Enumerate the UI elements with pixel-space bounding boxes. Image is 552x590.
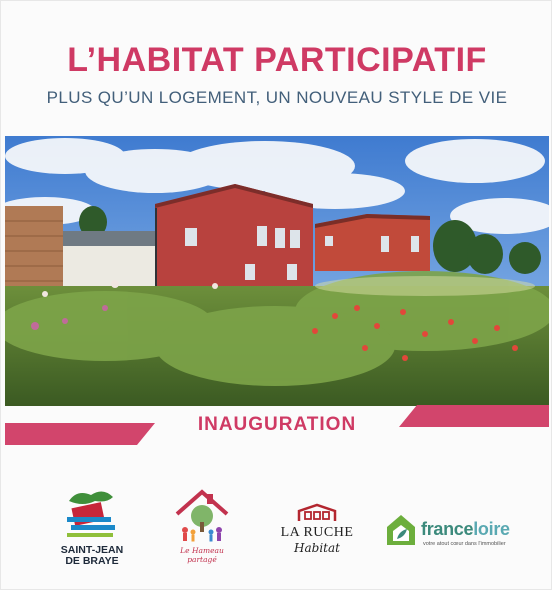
- house-icon: [271, 503, 363, 525]
- la-ruche-line-1: LA RUCHE: [280, 525, 354, 540]
- hameau-line-1: Le Hameau: [180, 546, 224, 555]
- le-hameau-partage-name: [169, 546, 235, 564]
- franceloire-name-a: france: [421, 519, 474, 539]
- saint-jean-line-2: DE BRAYE: [65, 555, 119, 567]
- la-ruche-line-2: Habitat: [294, 541, 340, 555]
- house-tree-icon: [169, 486, 235, 546]
- saint-jean-de-braye-name: [47, 545, 137, 567]
- la-ruche-habitat-logo: [271, 503, 363, 563]
- housing-photo: [5, 136, 549, 406]
- franceloire-name: [421, 519, 510, 540]
- poster-subtitle: PLUS QU’UN LOGEMENT, UN NOUVEAU STYLE DE VIE: [46, 88, 508, 107]
- saint-jean-de-braye-emblem: [47, 487, 137, 545]
- franceloire-tagline: votre atout cœur dans l'immobilier: [423, 541, 506, 547]
- poster-title: L’HABITAT PARTICIPATIF: [67, 41, 487, 79]
- saint-jean-de-braye-logo: [47, 487, 137, 577]
- franceloire-name-b: loire: [473, 519, 510, 539]
- inauguration-label: INAUGURATION: [197, 414, 357, 435]
- le-hameau-partage-logo: [169, 486, 235, 576]
- house-leaf-icon: [385, 513, 417, 547]
- saint-jean-line-1: SAINT-JEAN: [60, 544, 124, 556]
- housing-photo-illustration: [5, 136, 549, 406]
- franceloire-logo: [385, 513, 535, 553]
- hameau-line-2: partagé: [187, 555, 217, 564]
